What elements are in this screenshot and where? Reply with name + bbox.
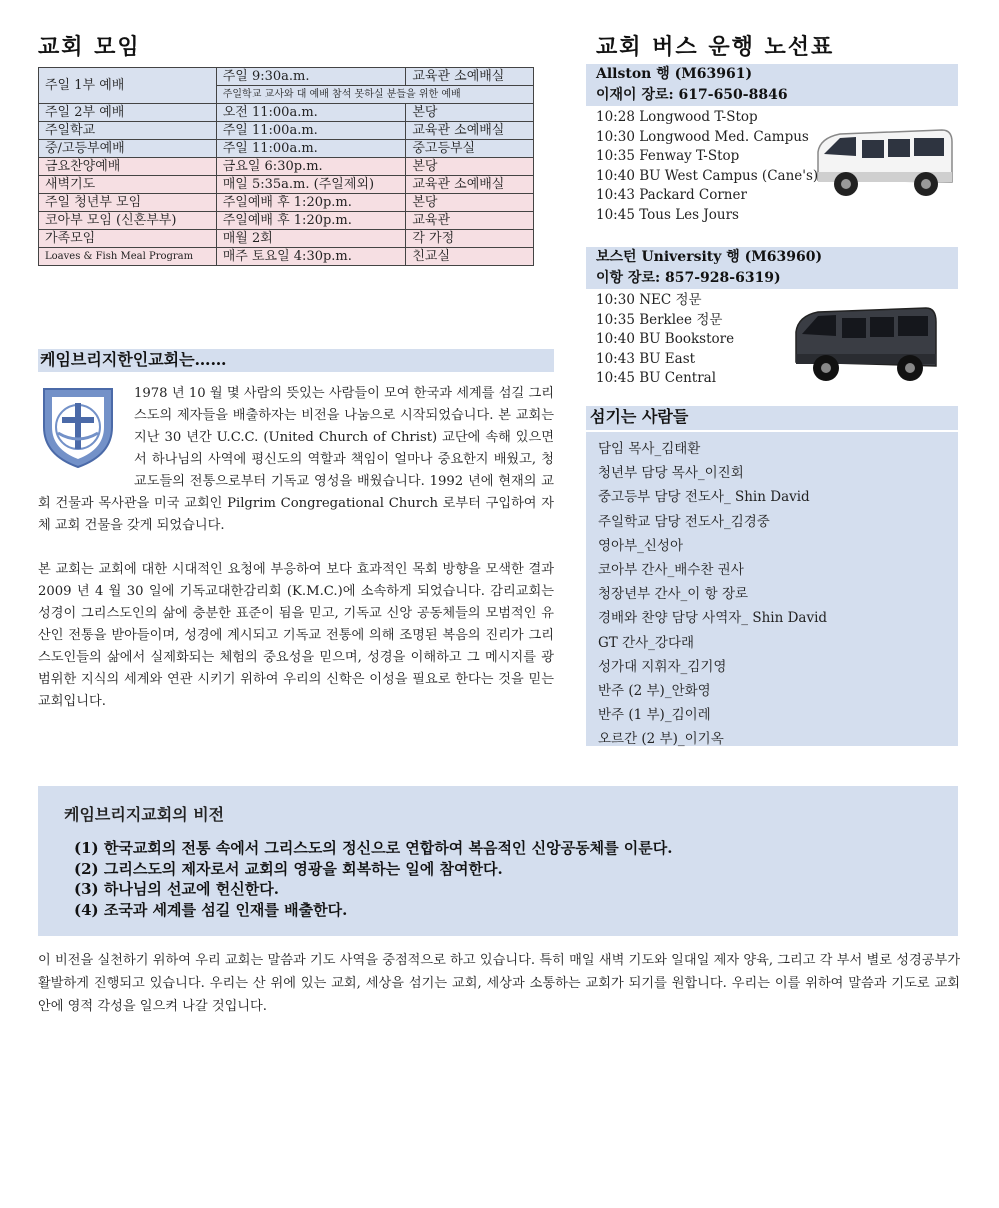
meeting-time: 금요일 6:30p.m. [216, 158, 406, 176]
table-row [39, 158, 534, 176]
table-row [39, 140, 534, 158]
route2-driver: 이항 장로: 857-928-6319) [596, 270, 781, 286]
vision-list [74, 838, 673, 920]
meeting-time: 주일 9:30a.m. [216, 68, 406, 86]
route2-stops [586, 291, 796, 389]
about-title-bar [38, 349, 554, 372]
list-item: 10:30 Longwood Med. Campus [596, 128, 809, 145]
servants-panel [586, 406, 958, 746]
route2-heading: 보스턴 University 행 (M63960) [596, 249, 823, 265]
meeting-place: 중고등부실 [406, 140, 534, 158]
list-item: 10:35 Fenway T-Stop [596, 148, 740, 164]
list-item: 10:35 Berklee 정문 [596, 311, 723, 328]
meeting-time: 매월 2회 [216, 230, 406, 248]
meeting-time: 주일예배 후 1:20p.m. [216, 212, 406, 230]
white-shuttle-van-icon [810, 120, 955, 209]
meeting-place: 교육관 [406, 212, 534, 230]
meeting-time: 주일 11:00a.m. [216, 122, 406, 140]
list-item: 10:28 Longwood T-Stop [596, 109, 758, 125]
meeting-name: 가족모임 [39, 230, 217, 248]
bus-title: 교회 버스 운행 노선표 [596, 34, 835, 60]
list-item: 10:40 BU Bookstore [596, 331, 735, 347]
list-item: 10:43 Packard Corner [596, 187, 747, 203]
servants-list [586, 432, 958, 752]
dark-shuttle-van-icon [790, 296, 940, 395]
route1-driver: 이재이 장로: 617-650-8846 [596, 87, 788, 103]
meeting-name: 주일 2부 예배 [39, 104, 217, 122]
table-row [39, 212, 534, 230]
meeting-name: 중/고등부예배 [39, 140, 217, 158]
list-item: 경배와 찬양 담당 사역자_ Shin David [598, 610, 828, 627]
meeting-place: 본당 [406, 158, 534, 176]
list-item: 영아부_신성아 [598, 537, 683, 554]
meeting-name: 코아부 모임 (신혼부부) [39, 212, 217, 230]
vision-box [38, 786, 958, 936]
list-item: 10:45 Tous Les Jours [596, 206, 739, 223]
list-item: 중고등부 담당 전도사_ Shin David [598, 489, 810, 506]
list-item: 10:43 BU East [596, 350, 696, 367]
meeting-note: 주일학교 교사와 대 예배 참석 못하실 분들을 위한 예배 [216, 86, 533, 104]
list-item: 10:40 BU West Campus (Cane's) [596, 167, 819, 184]
meeting-place: 친교실 [406, 248, 534, 266]
meeting-name: Loaves & Fish Meal Program [39, 248, 217, 266]
list-item: (3) 하나님의 선교에 헌신한다. [74, 880, 279, 898]
meeting-time: 주일예배 후 1:20p.m. [216, 194, 406, 212]
route1-stops [586, 108, 836, 225]
table-row [39, 176, 534, 194]
meeting-place: 각 가정 [406, 230, 534, 248]
meeting-name: 금요찬양예배 [39, 158, 217, 176]
list-item: GT 간사_강다래 [598, 634, 695, 651]
meetings-table [38, 67, 534, 266]
list-item: 청년부 담당 목사_이진회 [598, 465, 744, 482]
meeting-time: 매주 토요일 4:30p.m. [216, 248, 406, 266]
church-shield-logo [38, 383, 126, 473]
meetings-title: 교회 모임 [38, 34, 141, 60]
meeting-place: 교육관 소예배실 [406, 68, 534, 86]
servants-title: 섬기는 사람들 [590, 407, 689, 426]
meeting-place: 교육관 소예배실 [406, 122, 534, 140]
meeting-place: 본당 [406, 194, 534, 212]
meeting-name: 주일학교 [39, 122, 217, 140]
route1-header [586, 64, 958, 106]
list-item: 청장년부 간사_이 항 장로 [598, 586, 749, 603]
table-row [39, 230, 534, 248]
meeting-time: 오전 11:00a.m. [216, 104, 406, 122]
list-item: (1) 한국교회의 전통 속에서 그리스도의 정신으로 연합하여 복음적인 신앙공동체를 이룬다. [74, 839, 673, 857]
vision-title: 케임브리지교회의 비전 [64, 805, 225, 824]
list-item: 주일학교 담당 전도사_김경중 [598, 513, 770, 530]
about-paragraph-1: 1978 년 10 월 몇 사람의 뜻있는 사람들이 모여 한국과 세계를 섬길 그리스도의 제자들을 배출하자는 비전을 나눔으로 시작되었습니다. 본 교회는 지난 30 년간 U.C.C. (United Church of Christ) 교단에 속해 있으면서 하나님의 사역에 평신도의 역할과 책임이 얼마나 중요한지 배웠고, 청교도들의 전통으로부터 기독교 영성을 배웠습니다. 1992 년에 현재의 교회 건물과 목사관을 미국 교회인 Pilgrim Congregational Church 로부터 구입하여 자체 교회 건물을 갖게 되었습니다. [38, 386, 554, 533]
table-row [39, 248, 534, 266]
list-item: 성가대 지휘자_김기영 [598, 658, 727, 675]
table-row [39, 194, 534, 212]
table-row [39, 104, 534, 122]
list-item: 반주 (1 부)_김이레 [598, 707, 711, 724]
vision-closing: 이 비전을 실천하기 위하여 우리 교회는 말씀과 기도 사역을 중점적으로 하고 있습니다. 특히 매일 새벽 기도와 일대일 제자 양육, 그리고 각 부서 별로 성경공부가 활발하게 진행되고 있습니다. 우리는 산 위에 있는 교회, 세상을 섬기는 교회, 세상과 소통하는 교회가 되기를 원합니다. 우리는 이를 위하여 말씀과 기도로 교회 안에 영적 각성을 일으켜 나갈 것입니다. [38, 953, 960, 1014]
about-text [38, 383, 554, 713]
table-row [39, 122, 534, 140]
meeting-place: 본당 [406, 104, 534, 122]
meeting-name: 주일 청년부 모임 [39, 194, 217, 212]
list-item: 오르간 (2 부)_이기옥 [598, 731, 724, 748]
table-row [39, 68, 534, 86]
list-item: 코아부 간사_배수찬 권사 [598, 562, 744, 579]
route2-header [586, 247, 958, 289]
meeting-time: 주일 11:00a.m. [216, 140, 406, 158]
list-item: (2) 그리스도의 제자로서 교회의 영광을 회복하는 일에 참여한다. [74, 859, 503, 878]
list-item: 담임 목사_김태환 [598, 441, 701, 457]
about-title: 케임브리지한인교회는…… [40, 350, 227, 369]
meeting-time: 매일 5:35a.m. (주일제외) [216, 176, 406, 194]
list-item: 10:45 BU Central [596, 370, 717, 386]
list-item: 반주 (2 부)_안화영 [598, 683, 711, 700]
meeting-name: 새벽기도 [39, 176, 217, 194]
route1-heading: Allston 행 (M63961) [596, 66, 753, 82]
meeting-name: 주일 1부 예배 [39, 68, 217, 104]
list-item: 10:30 NEC 정문 [596, 292, 702, 308]
meeting-place: 교육관 소예배실 [406, 176, 534, 194]
about-paragraph-2: 본 교회는 교회에 대한 시대적인 요청에 부응하여 보다 효과적인 목회 방향을 모색한 결과 2009 년 4 월 30 일에 기독교대한감리회 (K.M.C.)에 소속하게 되었습니다. 감리교회는 성경이 그리스도인의 삶에 충분한 표준이 됨을 믿고, 기독교 신앙 공동체들의 모범적인 유산인 전통을 받아들이며, 성경에 계시되고 기독교 전통에 의해 조명된 복음의 진리가 그리스도인들의 삶에서 실제화되는 체험의 중요성을 믿으며, 성경을 이해하고 그 메시지를 광범위한 지식의 세계와 연관 시키기 위하여 우리의 신학은 이성을 필요로 한다는 것을 믿는 교회입니다. [38, 562, 554, 709]
list-item: (4) 조국과 세계를 섬길 인재를 배출한다. [74, 900, 348, 919]
